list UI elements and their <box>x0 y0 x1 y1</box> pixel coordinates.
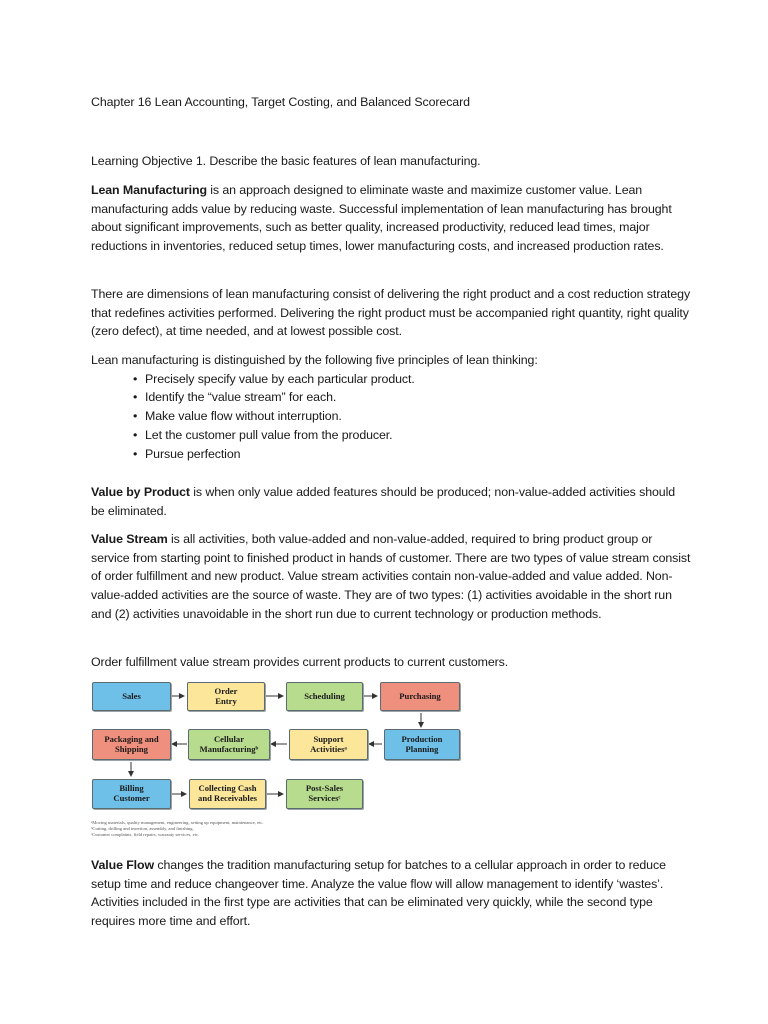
value-by-product-paragraph: Value by Product is when only value added features should be produced; non-value-added activities should be eliminated. <box>91 485 676 518</box>
principles-list <box>91 370 691 464</box>
order-fulfillment-paragraph: Order fulfillment value stream provides current products to current customers. <box>91 655 509 669</box>
list-item: • Make value flow without interruption. <box>133 407 691 426</box>
box-scheduling: Scheduling <box>286 682 363 711</box>
box-order-entry: Order Entry <box>187 682 265 711</box>
box-support-activities: Support Activitiesᵃ <box>289 729 368 760</box>
term-value-by-product: Value by Product <box>91 485 190 499</box>
footnote: ᵃMoving materials, quality management, engineering, setting up equipment, maintenance, etc. <box>91 820 264 825</box>
value-stream-diagram <box>91 680 471 830</box>
box-packaging-shipping: Packaging and Shipping <box>92 729 171 760</box>
value-flow-paragraph: Value Flow changes the tradition manufacturing setup for batches to a cellular approach in order to reduce setup time and reduce changeover time. Analyze the value flow will allow management to identify ‘wastes’. Activities included in the first type are activities that can be eliminated very quickly, while the second type requires more time and effort. <box>91 858 666 929</box>
box-sales: Sales <box>92 682 171 711</box>
box-purchasing: Purchasing <box>380 682 460 711</box>
list-item: • Pursue perfection <box>133 445 691 464</box>
list-item: • Precisely specify value by each particular product. <box>133 370 691 389</box>
box-production-planning: Production Planning <box>384 729 460 760</box>
chapter-title: Chapter 16 Lean Accounting, Target Costing, and Balanced Scorecard <box>91 95 470 109</box>
term-value-stream: Value Stream <box>91 532 168 546</box>
value-stream-paragraph: Value Stream is all activities, both value-added and non-value-added, required to bring product group or service from starting point to finished product in hands of customer. There are two types of value stream consist of order fulfillment and new product. Value stream activities contain non-value-added and value added. Non-value-added activities are the source of waste. They are of two types: (1) activities avoidable in the short run and (2) activities unavoidable in the short run due to current technology or production methods. <box>91 532 691 621</box>
list-item: • Let the customer pull value from the producer. <box>133 426 691 445</box>
box-cellular-manufacturing: Cellular Manufacturingᵇ <box>188 729 270 760</box>
lean-manufacturing-paragraph: Lean Manufacturing is an approach designed to eliminate waste and maximize customer value. Lean manufacturing adds value by reducing waste. Successful implementation of lean manufacturing has brought about significant improvements, such as better quality, increased productivity, reduced lead times, major reductions in inventories, reduced setup times, lower manufacturing costs, and increased production rates. <box>91 183 672 254</box>
footnote: ᵇCutting, drilling and insertion, assembly, and finishing. <box>91 826 194 831</box>
box-post-sales-services: Post-Sales Servicesᶜ <box>286 779 363 809</box>
footnote: ᶜCustomer complaints, field repairs, warranty services, etc. <box>91 832 200 837</box>
dimensions-paragraph: There are dimensions of lean manufacturing consist of delivering the right product and a cost reduction strategy that redefines activities performed. Delivering the right product must be accompanied right quantity, right quality (zero defect), at time needed, and at lowest possible cost. <box>91 287 691 339</box>
principles-section: Lean manufacturing is distinguished by the following five principles of lean thinking: • Precisely specify value by each particular product. • Identify the “value stream” for each. • Make value flow without interruption. • Let the customer pull value from the producer. • Pursue perfection <box>91 351 691 463</box>
term-value-flow: Value Flow <box>91 858 155 872</box>
list-item: • Identify the “value stream” for each. <box>133 388 691 407</box>
box-billing-customer: Billing Customer <box>92 779 171 809</box>
box-collecting-cash: Collecting Cash and Receivables <box>189 779 266 809</box>
learning-objective: Learning Objective 1. Describe the basic features of lean manufacturing. <box>91 154 481 168</box>
term-lean-manufacturing: Lean Manufacturing <box>91 183 207 197</box>
diagram-footnotes <box>91 820 391 838</box>
